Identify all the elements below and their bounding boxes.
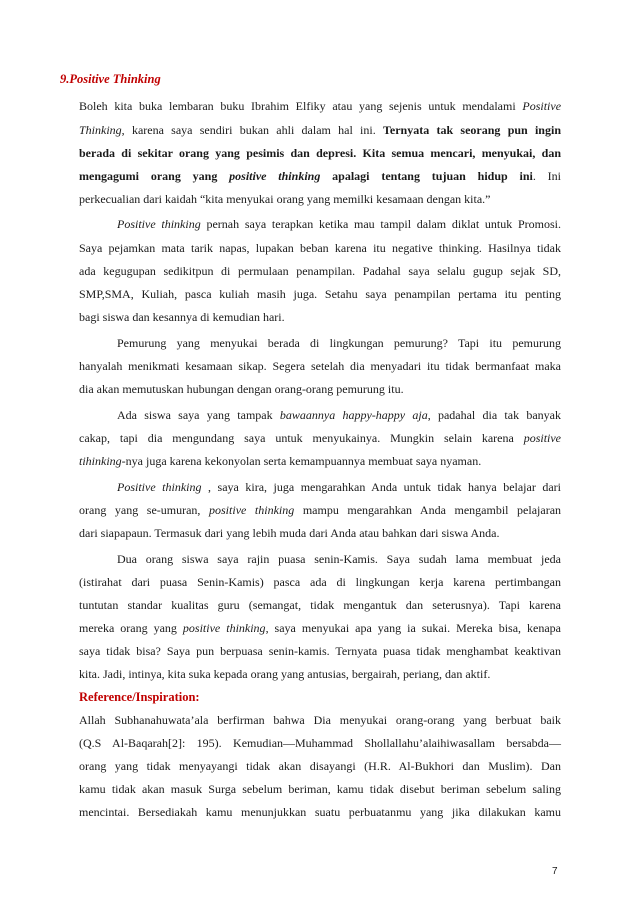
text: bagi siswa dan kesannya di kemudian hari.: [79, 310, 285, 324]
p4-line-3: [79, 453, 561, 469]
text: Pemurung yang menyukai berada di lingkungan pemurung? Tapi itu pemurung: [117, 336, 561, 350]
text: , padahal dia tak banyak: [427, 408, 561, 422]
section-number: 9.: [60, 72, 70, 86]
section-title: Positive Thinking: [69, 72, 161, 86]
text: dia akan memutuskan hubungan dengan orang-orang pemurung itu.: [79, 382, 404, 396]
text: (istirahat dari puasa Senin-Kamis) pasca ada di lingkungan kerja karena pertimbangan: [79, 575, 561, 589]
text-italic: bawaannya happy-happy aja: [279, 408, 428, 422]
text: orang yang tidak menyayangi tidak akan disayangi (H.R. Al-Bukhori dan Muslim). Dan: [79, 759, 561, 773]
text-italic: positive thinking: [209, 503, 295, 517]
p1-line-5: [79, 191, 561, 207]
text: hanyalah menikmati kesamaan sikap. Segera setelah dia menyadari itu tidak bermanfaat maka: [79, 359, 561, 373]
text-italic: tihinking: [79, 454, 122, 468]
text: saya tidak bisa? Saya pun berpuasa senin-kamis. Ternyata puasa tidak menghambat keaktivan: [79, 644, 561, 658]
p5-line-1: [117, 479, 561, 495]
p4-line-1: [117, 407, 561, 423]
text: (Q.S Al-Baqarah[2]: 195). Kemudian—Muhammad Shollallahu’alaihiwasallam bersabda—: [79, 736, 561, 750]
section-heading: [60, 72, 161, 87]
p2-line-5: [79, 309, 561, 325]
reference-line-3: [79, 758, 561, 774]
text-bold: apalagi tentang tujuan hidup ini: [332, 169, 533, 183]
p2-line-2: [79, 240, 561, 256]
p3-line-3: [79, 381, 561, 397]
text-bold: berada di sekitar orang yang pesimis dan depresi. Kita semua mencari, menyukai, dan: [79, 146, 561, 160]
p1-line-2: [79, 122, 561, 138]
p6-line-6: [79, 666, 561, 682]
p6-line-4: [79, 620, 561, 636]
p5-line-3: [79, 525, 561, 541]
text-italic: Positive thinking: [117, 480, 202, 494]
p2-line-4: [79, 286, 561, 302]
reference-line-2: [79, 735, 561, 751]
text-bold-italic: positive thinking: [229, 169, 321, 183]
text: , karena saya sendiri bukan ahli dalam hal ini.: [121, 123, 376, 137]
text: mampu mengarahkan Anda mengambil pelajaran: [302, 503, 562, 517]
reference-heading: Reference/Inspiration:: [79, 690, 200, 704]
text-italic: Thinking: [79, 123, 122, 137]
page-number: 7: [552, 866, 558, 877]
text: Allah Subhanahuwata’ala berfirman bahwa Dia menyukai orang-orang yang berbuat baik: [79, 713, 561, 727]
p6-line-3: [79, 597, 561, 613]
text: -nya juga karena kekonyolan serta kemampuannya membuat saya nyaman.: [121, 454, 482, 468]
text-italic: positive: [523, 431, 562, 445]
reference-line-4: [79, 781, 561, 797]
p6-line-1: [117, 551, 561, 567]
p1-line-1: [79, 98, 561, 114]
text: Boleh kita buka lembaran buku Ibrahim Elfiky atau yang sejenis untuk mendalami: [79, 99, 516, 113]
p2-line-1: [117, 216, 561, 232]
text: , saya menyukai apa yang ia sukai. Mereka bisa, kenapa: [265, 621, 561, 635]
text: cakap, tapi dia mengundang saya untuk menyukainya. Mungkin selain karena: [79, 431, 514, 445]
text-italic: Positive: [522, 99, 562, 113]
text: Dua orang siswa saya rajin puasa senin-Kamis. Saya sudah lama membuat jeda: [117, 552, 561, 566]
text-bold: mengagumi orang yang: [79, 169, 218, 183]
text: ada kegugupan sedikitpun di permulaan penampilan. Padahal saya selalu gugup sejak SD,: [79, 264, 561, 278]
text: orang yang se-umuran,: [79, 503, 201, 517]
text: kita. Jadi, intinya, kita suka kepada orang yang antusias, bergairah, periang, dan aktif.: [79, 667, 491, 681]
text: perkecualian dari kaidah “kita menyukai orang yang memilki kesamaan dengan kita.”: [79, 192, 491, 206]
text-bold: Ternyata tak seorang pun ingin: [383, 123, 561, 137]
text: , saya kira, juga mengarahkan Anda untuk tidak hanya belajar dari: [208, 480, 562, 494]
p6-line-5: [79, 643, 561, 659]
p5-line-2: [79, 502, 561, 518]
text: dari siapapaun. Termasuk dari yang lebih muda dari Anda atau bahkan dari siswa Anda.: [79, 526, 500, 540]
reference-line-5: [79, 804, 561, 820]
reference-line-1: [79, 712, 561, 728]
text-italic: positive thinking: [182, 621, 266, 635]
p1-line-4: [79, 168, 561, 184]
text: . Ini: [532, 169, 561, 183]
text: SMP,SMA, Kuliah, pasca kuliah masih juga. Setahu saya penampilan pertama itu penting: [79, 287, 561, 301]
text: kamu tidak akan masuk Surga sebelum beriman, kamu tidak disebut beriman sebelum saling: [79, 782, 561, 796]
text: mencintai. Bersediakah kamu menunjukkan suatu perbuatanmu yang jika dilakukan kamu: [79, 805, 561, 819]
text: pernah saya terapkan ketika mau tampil dalam diklat untuk Promosi.: [206, 217, 562, 231]
text-italic: Positive thinking: [117, 217, 201, 231]
text: tuntutan standar kualitas guru (semangat, tidak mengantuk dan seterusnya). Tapi karena: [79, 598, 561, 612]
p1-line-3: [79, 145, 561, 161]
p3-line-1: [117, 335, 561, 351]
p6-line-2: [79, 574, 561, 590]
text: mereka orang yang: [79, 621, 177, 635]
p3-line-2: [79, 358, 561, 374]
text: Saya pejamkan mata tarik napas, lupakan beban karena itu negative thinking. Hasilnya tidak: [79, 241, 561, 255]
text: Ada siswa saya yang tampak: [117, 408, 273, 422]
p4-line-2: [79, 430, 561, 446]
p2-line-3: [79, 263, 561, 279]
